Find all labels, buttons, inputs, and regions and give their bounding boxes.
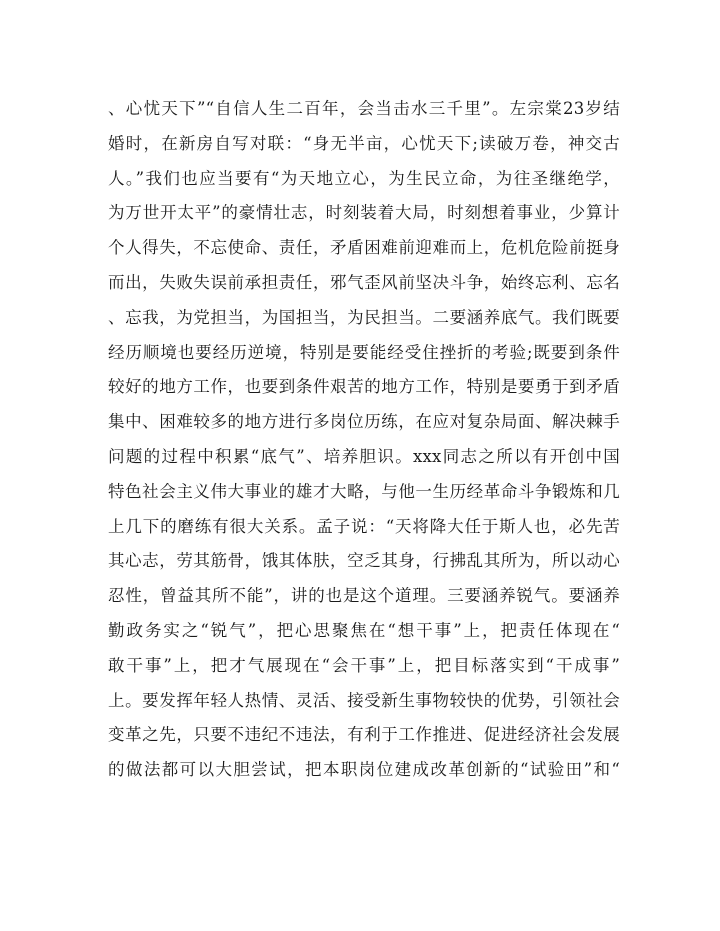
text-line: 、心忧天下”“自信人生二百年，会当击水三千里”。左宗棠23岁结 — [108, 99, 620, 118]
text-line: 其心志，劳其筋骨，饿其体肤，空乏其身，行拂乱其所为，所以动心 — [108, 551, 620, 571]
text-line: 为万世开太平”的豪情壮志，时刻装着大局，时刻想着事业，少算计 — [108, 203, 620, 223]
text-line: 上。要发挥年轻人热情、灵活、接受新生事物较快的优势，引领社会 — [108, 690, 620, 710]
text-line: 敢干事”上，把才气展现在“会干事”上，把目标落实到“干成事” — [108, 655, 620, 675]
text-line: 经历顺境也要经历逆境，特别是要能经受住挫折的考验;既要到条件 — [108, 342, 620, 362]
text-line: 人。”我们也应当要有“为天地立心，为生民立命，为往圣继绝学， — [108, 168, 620, 188]
text-line: 、忘我，为党担当，为国担当，为民担当。二要涵养底气。我们既要 — [108, 307, 620, 327]
body-text — [108, 92, 620, 788]
text-line: 问题的过程中积累“底气”、培养胆识。xxx同志之所以有开创中国 — [108, 446, 620, 466]
text-line: 集中、困难较多的地方进行多岗位历练，在应对复杂局面、解决棘手 — [108, 412, 620, 432]
text-line: 而出，失败失误前承担责任，邪气歪风前坚决斗争，始终忘利、忘名 — [108, 272, 620, 292]
text-line: 较好的地方工作，也要到条件艰苦的地方工作，特别是要勇于到矛盾 — [108, 377, 620, 397]
text-line: 忍性，曾益其所不能”，讲的也是这个道理。三要涵养锐气。要涵养 — [108, 586, 620, 606]
text-line: 的做法都可以大胆尝试，把本职岗位建成改革创新的“试验田”和“ — [108, 760, 620, 780]
text-line: 变革之先，只要不违纪不违法，有利于工作推进、促进经济社会发展 — [108, 725, 620, 745]
text-line: 勤政务实之“锐气”，把心思聚焦在“想干事”上，把责任体现在“ — [108, 620, 620, 640]
text-line: 个人得失，不忘使命、责任，矛盾困难前迎难而上，危机危险前挺身 — [108, 238, 620, 258]
text-line: 上几下的磨练有很大关系。孟子说：“天将降大任于斯人也，必先苦 — [108, 516, 620, 536]
text-line: 特色社会主义伟大事业的雄才大略，与他一生历经革命斗争锻炼和几 — [108, 481, 620, 501]
text-line: 婚时，在新房自写对联：“身无半亩，心忧天下;读破万卷，神交古 — [108, 133, 620, 153]
